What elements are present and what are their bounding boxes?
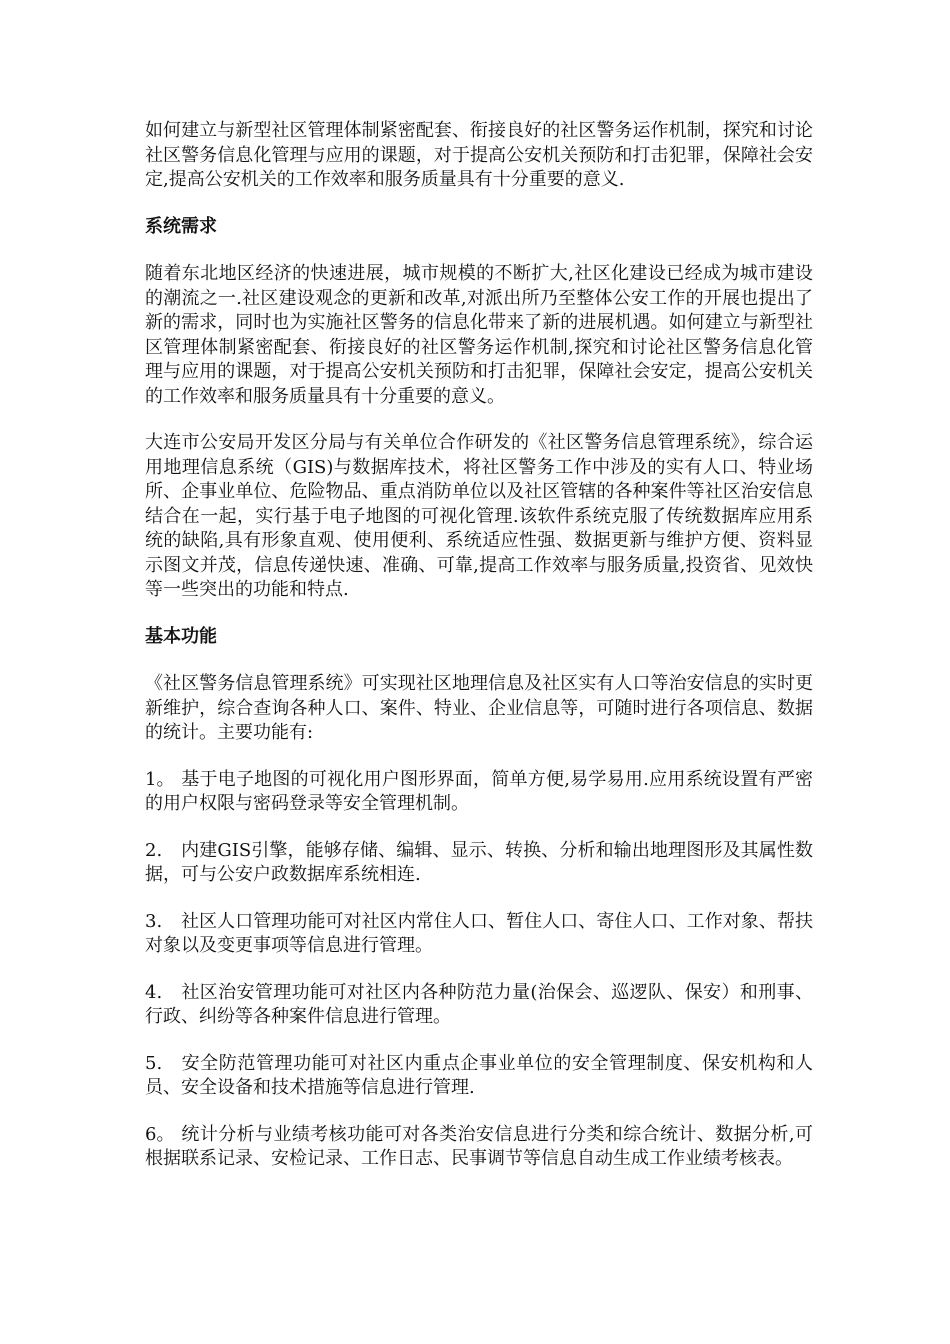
list-item bbox=[145, 1052, 813, 1101]
list-item bbox=[145, 768, 813, 817]
list-item-text: 社区治安管理功能可对社区内各种防范力量(治保会、巡逻队、保安）和刑事、行政、纠纷等各种案件信息进行管理。 bbox=[145, 981, 813, 1027]
list-item-text: 安全防范管理功能可对社区内重点企事业单位的安全管理制度、保安机构和人员、安全设备和技术措施等信息进行管理. bbox=[145, 1052, 813, 1098]
list-item-text: 内建GIS引擎，能够存储、编辑、显示、转换、分析和输出地理图形及其属性数据，可与公安户政数据库系统相连. bbox=[145, 839, 813, 885]
list-item-number: 4. bbox=[145, 981, 163, 1003]
intro-paragraph: 如何建立与新型社区管理体制紧密配套、衔接良好的社区警务运作机制，探究和讨论社区警务信息化管理与应用的课题，对于提高公安机关预防和打击犯罪，保障社会安定,提高公安机关的工作效率和服务质量具有十分重要的意义. bbox=[145, 120, 813, 190]
list-item bbox=[145, 910, 813, 959]
function-list bbox=[145, 768, 813, 1172]
list-item-number: 1。 bbox=[145, 768, 175, 790]
document-page bbox=[145, 119, 813, 1194]
list-item-text: 统计分析与业绩考核功能可对各类治安信息进行分类和综合统计、数据分析,可根据联系记录、安检记录、工作日志、民事调节等信息自动生成工作业绩考核表。 bbox=[145, 1123, 813, 1169]
functions-intro-paragraph: 《社区警务信息管理系统》可实现社区地理信息及社区实有人口等治安信息的实时更新维护，综合查询各种人口、案件、特业、企业信息等，可随时进行各项信息、数据的统计。主要功能有: bbox=[145, 673, 813, 743]
list-item-text: 基于电子地图的可视化用户图形界面，简单方便,易学易用.应用系统设置有严密的用户权限与密码登录等安全管理机制。 bbox=[145, 768, 813, 814]
list-item bbox=[145, 839, 813, 888]
list-item-number: 6。 bbox=[145, 1123, 175, 1145]
list-item bbox=[145, 981, 813, 1030]
list-item-number: 5. bbox=[145, 1052, 163, 1074]
requirements-paragraph-1: 随着东北地区经济的快速进展，城市规模的不断扩大,社区化建设已经成为城市建设的潮流之一.社区建设观念的更新和改革,对派出所乃至整体公安工作的开展也提出了新的需求，同时也为实施社区警务的信息化带来了新的进展机遇。如何建立与新型社区管理体制紧密配套、衔接良好的社区警务运作机制,探究和讨论社区警务信息化管理与应用的课题，对于提高公安机关预防和打击犯罪，保障社会安定，提高公安机关的工作效率和服务质量具有十分重要的意义。 bbox=[145, 263, 813, 407]
list-item-number: 3. bbox=[145, 910, 163, 932]
section-heading-functions: 基本功能 bbox=[145, 625, 217, 647]
section-heading-requirements: 系统需求 bbox=[145, 215, 217, 237]
list-item-number: 2. bbox=[145, 839, 163, 861]
list-item-text: 社区人口管理功能可对社区内常住人口、暂住人口、寄住人口、工作对象、帮扶对象以及变更事项等信息进行管理。 bbox=[145, 910, 813, 956]
requirements-paragraph-2: 大连市公安局开发区分局与有关单位合作研发的《社区警务信息管理系统》，综合运用地理信息系统（GIS)与数据库技术，将社区警务工作中涉及的实有人口、特业场所、企事业单位、危险物品、重点消防单位以及社区管辖的各种案件等社区治安信息结合在一起，实行基于电子地图的可视化管理.该软件系统克服了传统数据库应用系统的缺陷,具有形象直观、使用便利、系统适应性强、数据更新与维护方便、资料显示图文并茂，信息传递快速、准确、可靠,提高工作效率与服务质量,投资省、见效快等一些突出的功能和特点. bbox=[145, 432, 813, 600]
list-item bbox=[145, 1123, 813, 1172]
